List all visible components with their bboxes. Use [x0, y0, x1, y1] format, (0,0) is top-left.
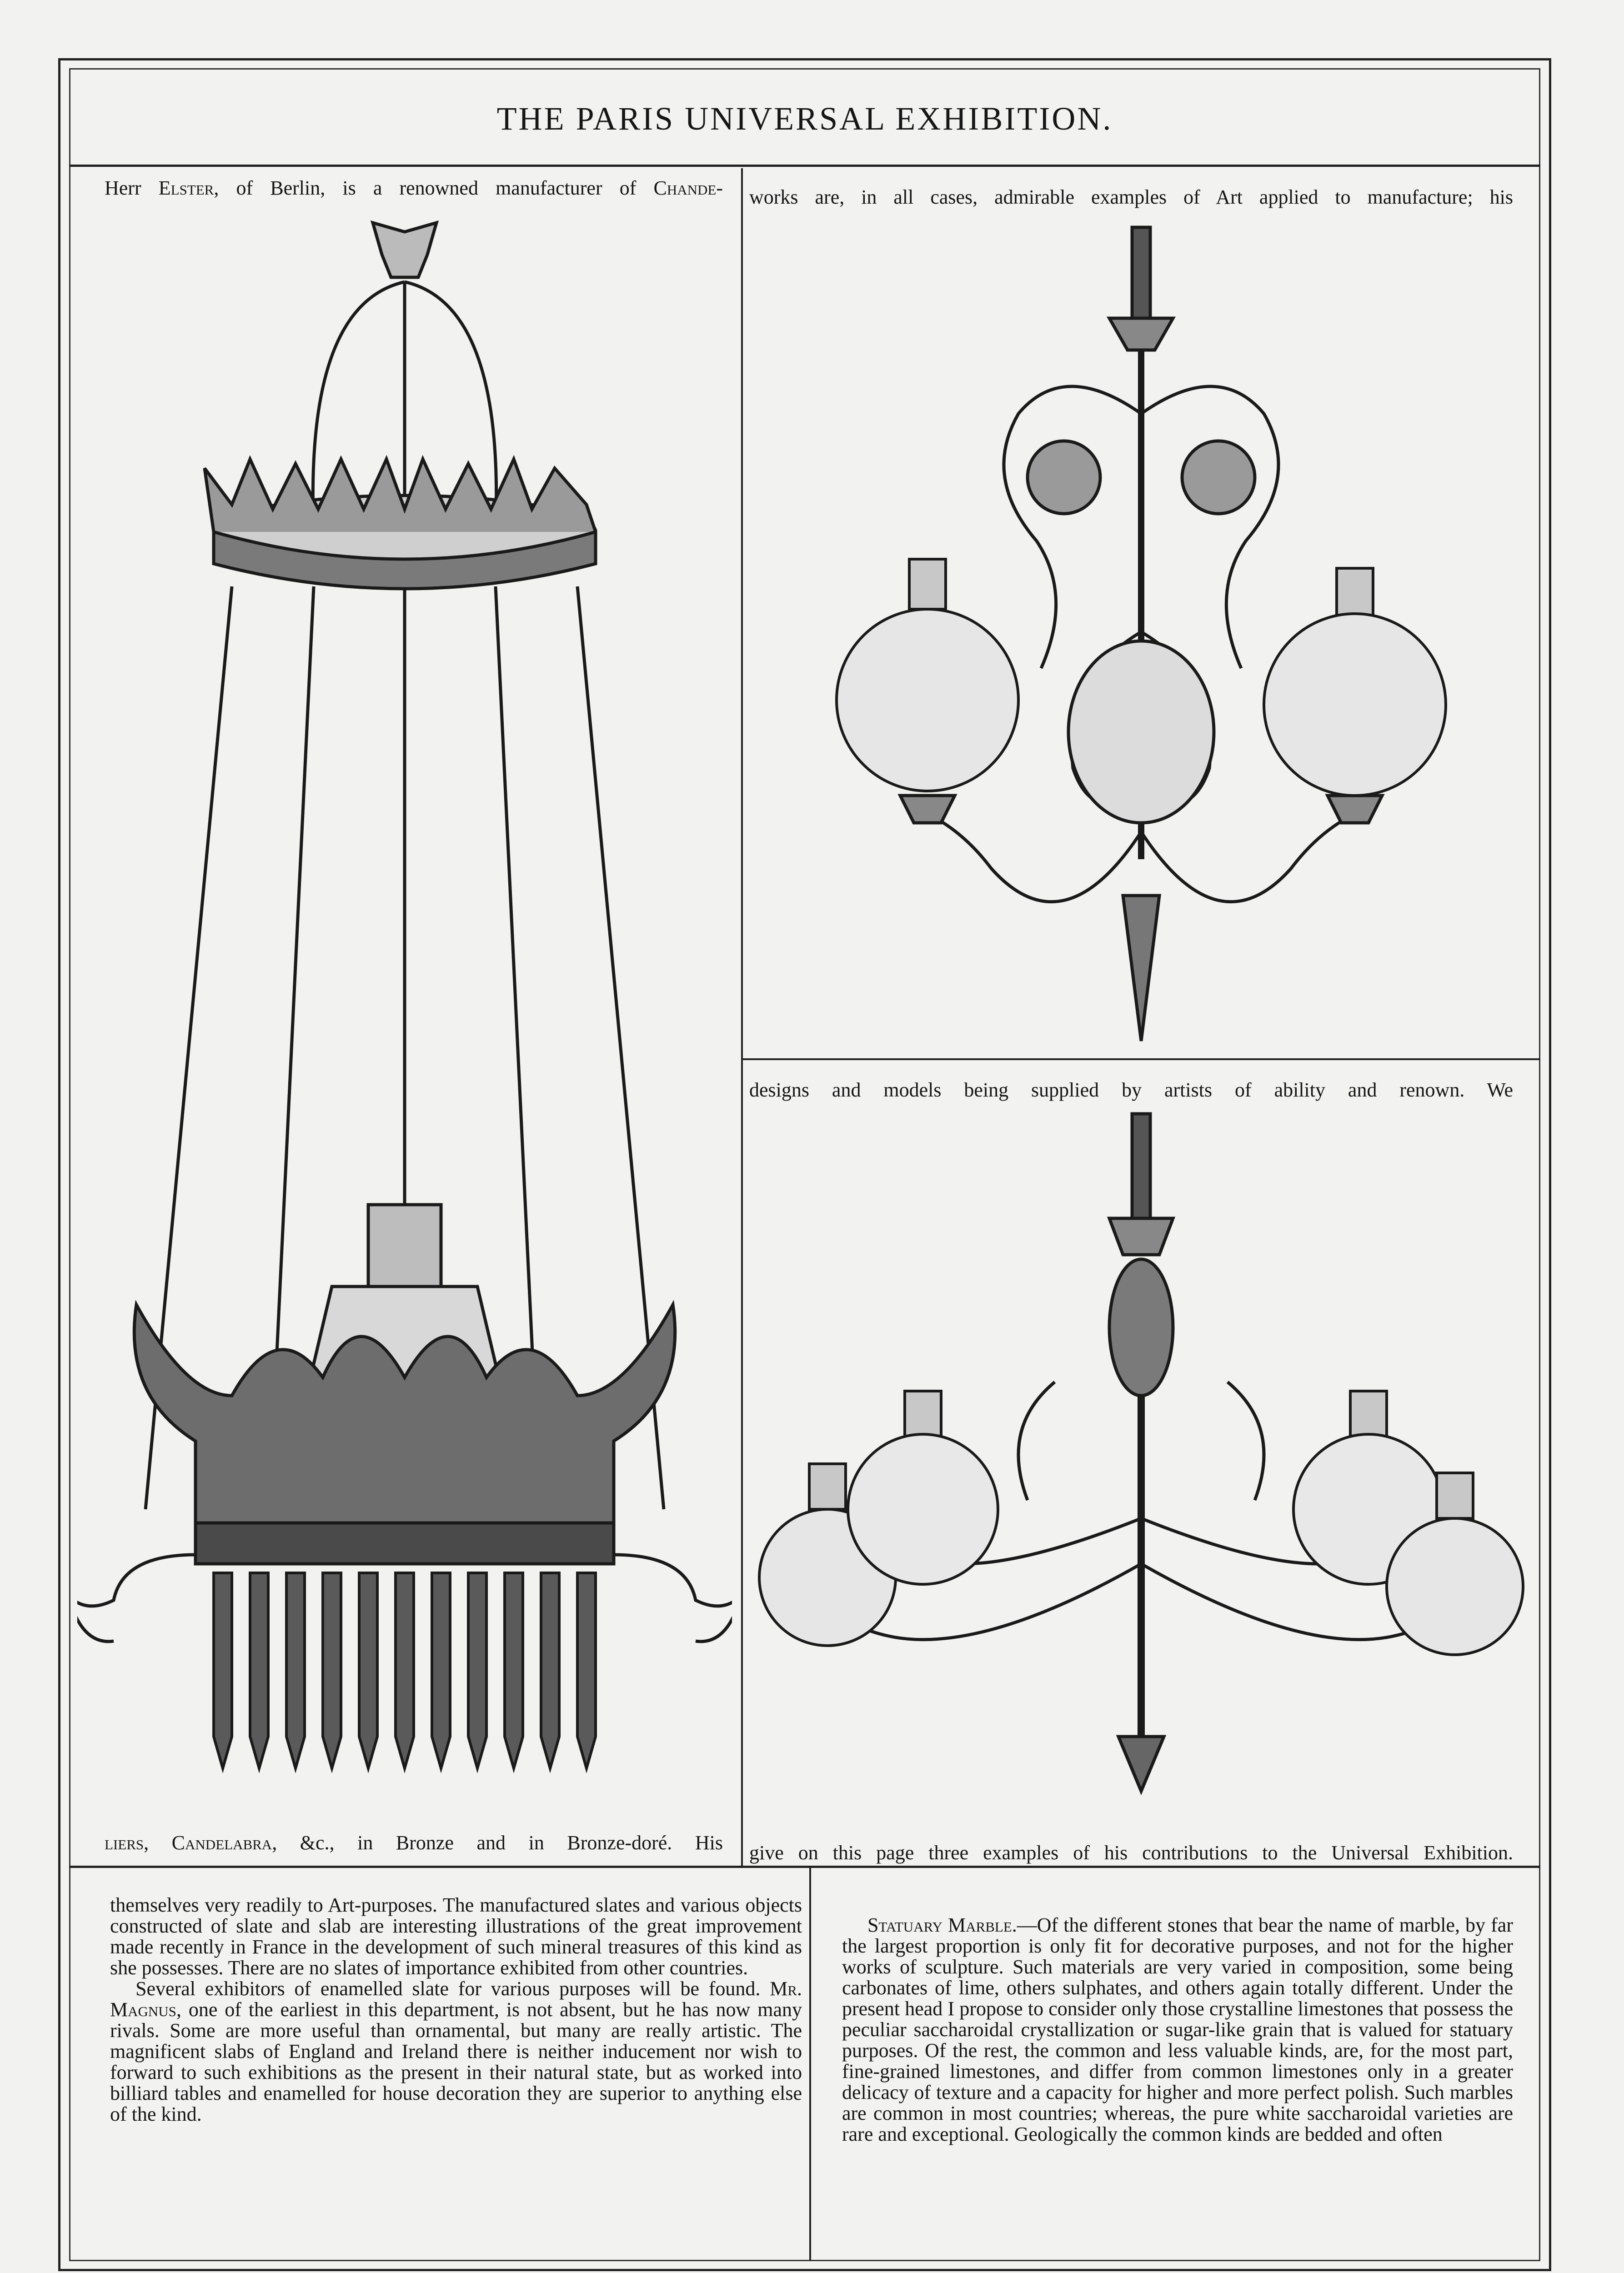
running-title: THE PARIS UNIVERSAL EXHIBITION.: [496, 100, 1113, 137]
text-column-divider: [809, 1868, 811, 2261]
four-light-chandelier-illustration: [746, 1109, 1537, 1818]
wall-bracket-illustration: [746, 223, 1537, 1059]
caption-left-top: Herr Elster, of Berlin, is a renowned manufacturer of Chande-: [105, 177, 723, 199]
caption-right-top: works are, in all cases, admirable examples of Art applied to manufacture; his: [749, 186, 1513, 208]
caption-right-bottom: give on this page three examples of his contributions to the Universal Exhibition.: [749, 1842, 1513, 1864]
caption-left-bottom: liers, Candelabra, &c., in Bronze and in Bronze-doré. His: [105, 1832, 723, 1854]
right-paragraph-1: Statuary Marble.—Of the different stones that bear the name of marble, by far the largest proportion is only fit for decorative purposes, and not for the higher works of sculpture. Such materials are very varied in composition, some being carbonates of lime, others sulphates, and others again totally different. Under the present head I propose to consider only those crystalline limestones that possess the peculiar saccharoidal crystallization or sugar-like grain that is valued for statuary purposes. Of the rest, the common and less valuable kinds, are, for the most part, fine-grained limestones, and differ from common limestones only in a greater delicacy of texture and a capacity for higher and more perfect polish. Such marbles are common in most countries; whereas, the pure white saccharoidal varieties are rare and exceptional. Geologically the common kinds are bedded and often: [842, 1914, 1513, 2145]
body-column-left: [110, 1895, 802, 2125]
hanging-lantern-chandelier-illustration: [77, 214, 732, 1805]
text-section-rule: [69, 1866, 1540, 1868]
left-paragraph-1: themselves very readily to Art-purposes. The manufactured slates and various objects constructed of slate and slab are interesting illustrations of the great improvement made recently in France in the development of such mineral treasures of this kind as she possesses. There are no slates of importance exhibited from other countries.: [110, 1894, 802, 1979]
illustration-column-divider: [741, 168, 743, 1866]
left-paragraph-2: Several exhibitors of enamelled slate for various purposes will be found. Mr. Magnus, one of the earliest in this department, is not absent, but he has now many rivals. Some are more useful than ornamental, but many are really artistic. The magnificent slabs of England and Ireland there is neither inducement nor wish to forward to such exhibitions as the present in their natural state, but as worked into billiard tables and enamelled for house decoration they are superior to anything else of the kind.: [110, 1978, 802, 2125]
body-column-right: [842, 1915, 1513, 2145]
section-heading: Statuary Marble.: [867, 1914, 1017, 1936]
header-rule: [69, 165, 1540, 167]
caption-right-middle: designs and models being supplied by artists of ability and renown. We: [749, 1079, 1513, 1101]
